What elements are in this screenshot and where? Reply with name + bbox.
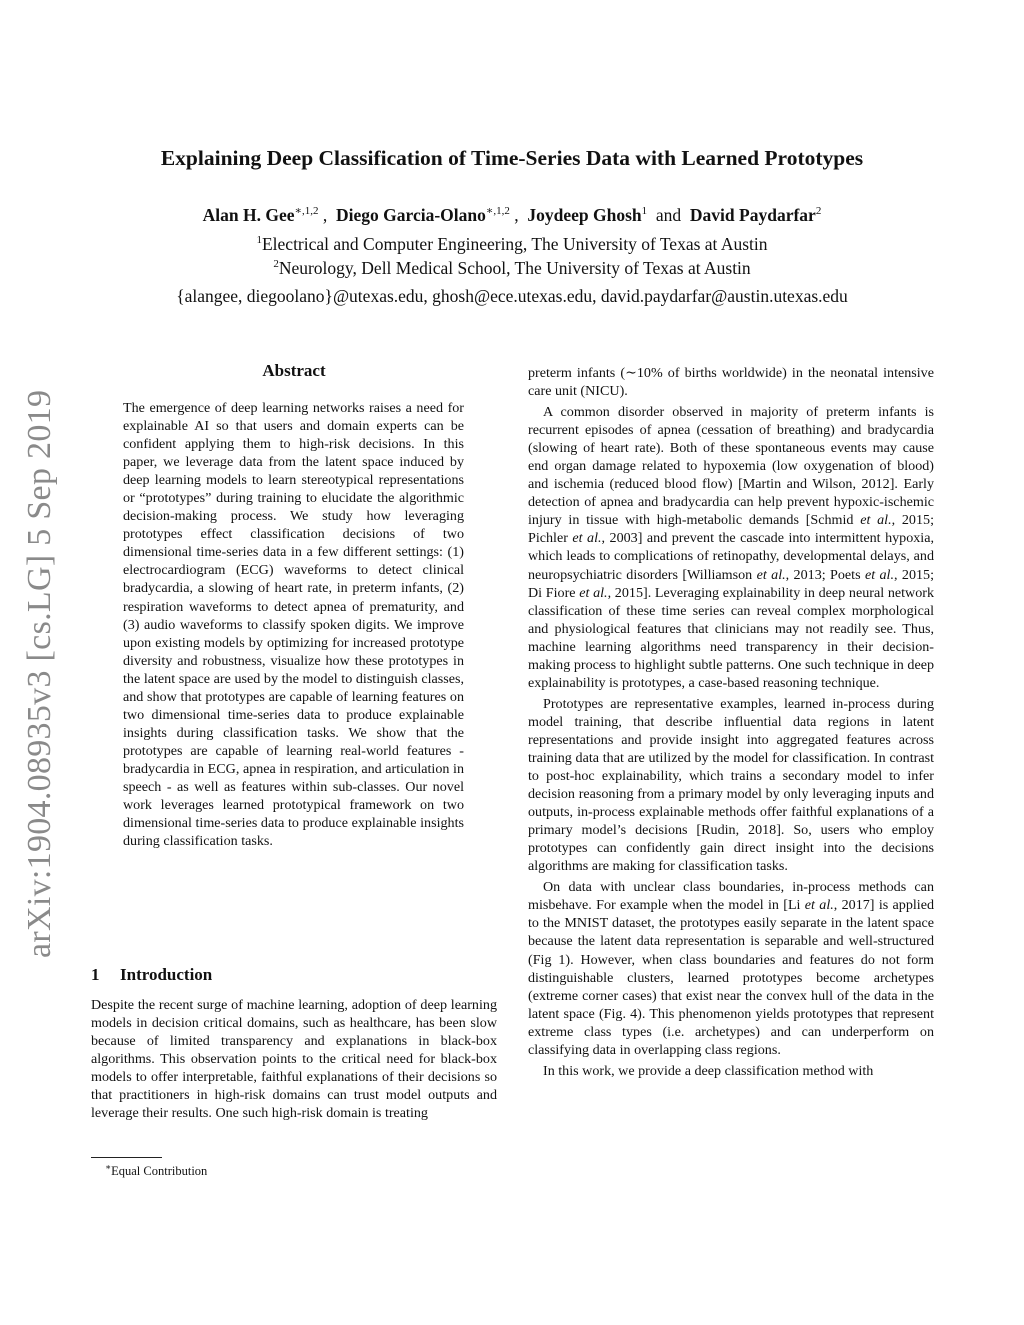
author-name: David Paydarfar [689,204,816,225]
affiliation-mark: 2 [273,258,279,271]
paper-title: Explaining Deep Classification of Time-Series Data with Learned Prototypes [160,146,864,170]
author-name: Alan H. Gee [202,204,295,225]
affiliation [0,234,1024,255]
author-marks: ∗,1,2 [485,205,510,217]
paragraph: Prototypes are representative examples, learned in-process during model training, that describe influential data regions in latent representations and provide insight into aggregated features across training data that are utilized by the model for classification. In contrast to post-hoc explainability, which trains a secondary model to infer decision reasoning from a primary model by only leveraging inputs and outputs, in-process explainable methods offer faithful explanations of a primary model’s decisions [Rudin, 2018]. So, users who employ prototypes can confidently gain direct insight into the decisions algorithms are making for classification tasks. [528,695,934,875]
affiliation-text: Neurology, Dell Medical School, The University of Texas at Austin [278,258,751,278]
paragraph: preterm infants (∼10% of births worldwide) in the neonatal intensive care unit (NICU). [528,365,934,400]
and-word: and [655,204,682,225]
affiliation-text: Electrical and Computer Engineering, The University of Texas at Austin [261,234,768,254]
author-marks: ∗,1,2 [294,205,319,217]
footnote-mark: ∗ [105,1162,112,1172]
author-marks: 1 [641,205,648,217]
footnote-text: Equal Contribution [111,1164,208,1179]
intro-section [91,965,497,1122]
section-number: 1 [91,965,100,984]
intro-paragraph: Despite the recent surge of machine learning, adoption of deep learning models in decision critical domains, such as healthcare, has been slow because of limited transparency and explanations in black-box algorithms. This observation points to the critical need for black-box models to offer interpretable, faithful explanations of their decisions so that practitioners in high-risk domains can trust model outputs and leverage their results. One such high-risk domain is treating [91,997,497,1122]
author-separator: , [322,204,328,225]
paragraph: In this work, we provide a deep classification method with [543,1062,874,1079]
author-marks: 2 [815,205,822,217]
section-heading [91,965,497,985]
author-name: Diego Garcia-Olano [336,204,486,225]
affiliation-mark: 1 [256,234,262,247]
author-name: Joydeep Ghosh [527,204,642,225]
footnote [105,1162,207,1179]
arxiv-identifier: arXiv:1904.08935v3 [cs.LG] 5 Sep 2019 [21,389,58,958]
abstract-text: The emergence of deep learning networks raises a need for explainable AI so that users and domain experts can be confident applying them to high-risk decisions. In this paper, we leverage data from the latent space induced by deep learning models to learn stereotypical representations or “prototypes” during training to elucidate the algorithmic decision-making process. We study how leveraging prototypes effect classification decisions of two dimensional time-series data in a few different settings: (1) electrocardiogram (ECG) waveforms to detect clinical bradycardia, a slowing of heart rate, in preterm infants, (2) respiration waveforms to detect apnea of prematurity, and (3) audio waveforms to classify spoken digits. We improve upon existing models by optimizing for increased prototype diversity and robustness, visualize how these prototypes in the latent space are used by the model to distinguish classes, and show that prototypes are capable of learning features on two dimensional time-series data to produce explainable insights during classification tasks. We show that the prototypes are capable of learning real-world features - bradycardia in ECG, apnea in respiration, and articulation in speech - as well as features within sub-classes. Our novel work leverages learned prototypical framework on two dimensional time-series data to produce explainable insights during classification tasks. [123,400,464,850]
author-separator: , [514,204,519,225]
abstract-heading: Abstract [262,361,326,380]
author-list [0,204,1024,226]
footnote-rule [91,1157,162,1158]
paragraph: A common disorder observed in majority of preterm infants is recurrent episodes of apnea (cessation of breathing) and bradycardia (slowing of heart rate). Both of these spontaneous events may cause end organ damage related to hypoxemia (low oxygenation of blood) and ischemia (reduced blood flow) [Martin and Wilson, 2012]. Early detection of apnea and bradycardia can help prevent hypoxic-ischemic injury in tissue with high-metabolic demands [Schmid et al., 2015; Pichler et al., 2003] and prevent the cascade into intermittent hypoxia, which leads to complications of retinopathy, developmental delays, and neuropsychiatric disorders [Williamson et al., 2013; Poets et al., 2015; Di Fiore et al., 2015]. Leveraging explainability in deep neural network classification of these time series can reveal complex morphological and physiological features that clinicians may not readily see. Thus, machine learning algorithms need transparency in their decision-making process to highlight subtle patterns. One such technique in deep explainability is prototypes, a case-based reasoning technique. [528,404,935,691]
right-column [528,364,934,1080]
abstract-heading-wrap [91,361,497,381]
paragraph: On data with unclear class boundaries, in-process methods can misbehave. For example when the model in [Li et al., 2017] is applied to the MNIST dataset, the prototypes easily separate in the latent space because the latent data representation is separable and well-structured (Fig 1). However, when class boundaries and features do not form distinguishable clusters, learned prototypes become archetypes (extreme corner cases) that exist near the convex hull of the data in the latent space (Fig. 4). This phenomenon yields prototypes that represent extreme class types (i.e. archetypes) and can underperform on classifying data in overlapping class regions. [528,879,935,1058]
affiliation [0,258,1024,279]
author-emails: {alangee, diegoolano}@utexas.edu, ghosh@ece.utexas.edu, david.paydarfar@austin.utexas.edu [176,286,848,306]
section-title: Introduction [120,965,213,984]
